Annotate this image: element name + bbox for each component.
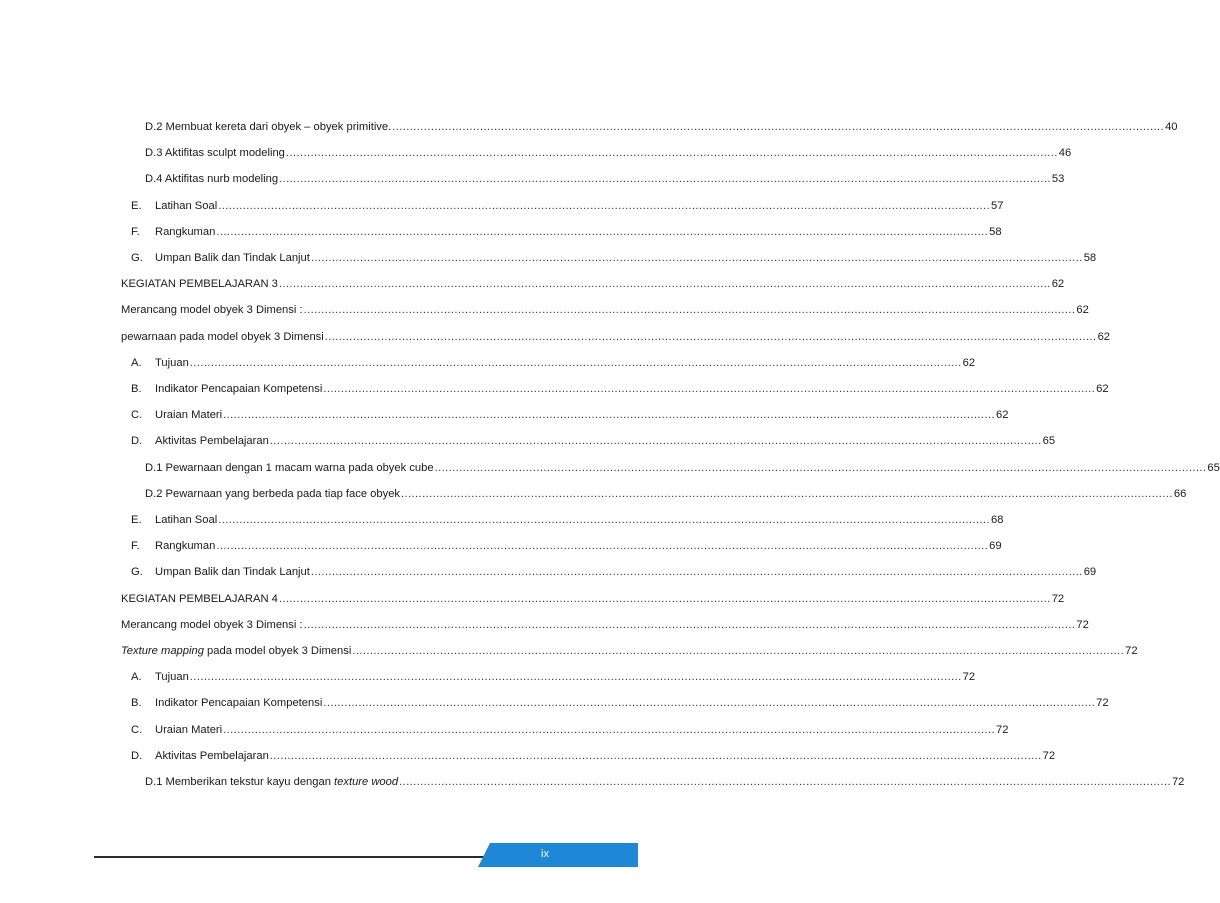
toc-entry-text-part: Latihan Soal bbox=[155, 199, 218, 212]
toc-entry-title bbox=[131, 382, 322, 396]
toc-entry-letter: C. bbox=[131, 723, 143, 736]
toc-entry-letter: G. bbox=[131, 252, 143, 264]
toc-entry-text-part: D.1 Memberikan tekstur kayu dengan bbox=[145, 776, 335, 788]
toc-entry-text-part: Tujuan bbox=[155, 356, 189, 369]
toc-entry[interactable] bbox=[131, 668, 976, 684]
toc-page-number: 62 bbox=[1097, 330, 1111, 343]
toc-entry[interactable] bbox=[121, 590, 1065, 606]
toc-entry[interactable] bbox=[145, 170, 1065, 186]
toc-entry[interactable] bbox=[131, 747, 1056, 763]
toc-entry[interactable] bbox=[131, 406, 1009, 422]
toc-entry-title bbox=[131, 696, 322, 710]
toc-entry[interactable] bbox=[131, 380, 1109, 396]
toc-dot-leader: ............................................................................................................................................................................................................................ bbox=[279, 173, 1051, 186]
toc-entry-text bbox=[155, 565, 310, 579]
toc-entry-text bbox=[155, 356, 189, 370]
toc-entry-letter: B. bbox=[131, 383, 142, 395]
toc-entry-title bbox=[131, 670, 189, 684]
toc-entry-title bbox=[121, 618, 303, 632]
toc-entry[interactable] bbox=[145, 118, 1178, 134]
toc-entry-title bbox=[145, 120, 391, 134]
toc-entry-text-part: D.2 Pewarnaan yang berbeda pada tiap face obyek bbox=[145, 487, 401, 500]
toc-page-number: 72 bbox=[1051, 592, 1065, 605]
toc-page-number: 62 bbox=[1096, 383, 1109, 395]
toc-entry-title bbox=[131, 565, 310, 579]
toc-entry-text bbox=[155, 749, 269, 763]
toc-page-number: 62 bbox=[1051, 278, 1065, 291]
toc-entry-title bbox=[145, 775, 398, 789]
toc-page-number: 62 bbox=[962, 356, 976, 369]
toc-entry-title bbox=[131, 434, 269, 448]
toc-entry-text bbox=[155, 225, 215, 239]
toc-page-number: 53 bbox=[1051, 173, 1065, 186]
toc-entry[interactable] bbox=[131, 694, 1109, 710]
toc-entry-title bbox=[121, 277, 278, 291]
toc-entry[interactable] bbox=[121, 642, 1138, 658]
toc-entry-text-part: Uraian Materi bbox=[155, 723, 223, 736]
toc-dot-leader: ............................................................................................................................................................................................................................ bbox=[278, 278, 1051, 291]
toc-entry-text bbox=[121, 303, 303, 317]
toc-entry[interactable] bbox=[145, 485, 1187, 501]
toc-entry-title bbox=[121, 644, 351, 658]
toc-page-number: 57 bbox=[991, 199, 1004, 212]
footer-page-tab bbox=[478, 843, 638, 867]
toc-entry-letter: C. bbox=[131, 409, 143, 422]
toc-entry[interactable] bbox=[145, 144, 1072, 160]
toc-page-number: 72 bbox=[1096, 697, 1109, 710]
toc-entry-text-part: D.1 Pewarnaan dengan 1 macam warna pada obyek cube bbox=[145, 461, 434, 474]
toc-entry-letter: B. bbox=[131, 697, 142, 710]
toc-entry-letter: D. bbox=[131, 749, 143, 762]
toc-page-number: 62 bbox=[1076, 304, 1089, 317]
toc-entry-letter: D. bbox=[131, 435, 143, 448]
toc-page-number: 72 bbox=[962, 671, 976, 684]
toc-dot-leader: ............................................................................................................................................................................................................................ bbox=[216, 540, 989, 553]
toc-entry[interactable] bbox=[121, 301, 1089, 317]
toc-entry-text bbox=[155, 696, 322, 710]
toc-dot-leader: ............................................................................................................................................................................................................................ bbox=[323, 697, 1096, 710]
toc-entry-text bbox=[155, 670, 189, 684]
toc-entry[interactable] bbox=[131, 537, 1002, 553]
toc-dot-leader: ............................................................................................................................................................................................................................ bbox=[303, 618, 1076, 631]
toc-entry-letter: A. bbox=[131, 356, 142, 369]
toc-entry-text-italic: texture wood bbox=[334, 776, 399, 788]
toc-entry-title bbox=[131, 408, 222, 422]
toc-page-number: 65 bbox=[1207, 461, 1220, 474]
toc-entry-text-part: Aktivitas Pembelajaran bbox=[155, 749, 269, 762]
toc-entry-text bbox=[145, 461, 434, 475]
toc-dot-leader: ............................................................................................................................................................................................................................ bbox=[223, 723, 995, 736]
toc-entry-text-part: Rangkuman bbox=[155, 225, 216, 238]
toc-entry[interactable] bbox=[131, 223, 1002, 239]
toc-entry-title bbox=[131, 225, 215, 239]
toc-entry-text-part: D.3 Aktifitas sculpt modeling bbox=[145, 147, 285, 160]
toc-entry-text-part: Uraian Materi bbox=[155, 409, 223, 422]
toc-entry-text bbox=[145, 487, 400, 501]
toc-entry-text-part: Rangkuman bbox=[155, 540, 216, 553]
toc-entry[interactable] bbox=[131, 354, 976, 370]
toc-entry-text bbox=[121, 330, 324, 344]
toc-page-number: 62 bbox=[995, 409, 1009, 422]
toc-entry-text bbox=[155, 513, 217, 527]
toc-entry-text bbox=[145, 146, 285, 160]
toc-entry-text-part: Merancang model obyek 3 Dimensi : bbox=[121, 304, 303, 317]
toc-entry-letter: E. bbox=[131, 514, 142, 526]
toc-entry-text bbox=[155, 199, 217, 213]
toc-dot-leader: ............................................................................................................................................................................................................................ bbox=[278, 592, 1051, 605]
toc-entry-text bbox=[155, 539, 215, 553]
toc-entry-letter: A. bbox=[131, 671, 142, 684]
toc-entry-text-part: Indikator Pencapaian Kompetensi bbox=[155, 383, 323, 395]
toc-entry-text bbox=[121, 644, 351, 658]
toc-dot-leader: ............................................................................................................................................................................................................................ bbox=[269, 435, 1042, 448]
toc-entry-text bbox=[145, 172, 278, 186]
toc-page-number: 46 bbox=[1058, 147, 1072, 160]
toc-entry-title bbox=[131, 749, 269, 763]
toc-entry-title bbox=[121, 592, 278, 606]
toc-entry-title bbox=[145, 487, 400, 501]
footer-rule bbox=[94, 856, 484, 858]
toc-page-number: 40 bbox=[1165, 121, 1178, 133]
toc-entry-title bbox=[121, 330, 324, 344]
toc-page-number: 72 bbox=[1125, 645, 1138, 657]
page-number: ix bbox=[541, 848, 549, 860]
toc-entry-text bbox=[121, 277, 278, 291]
toc-entry-text-part: Umpan Balik dan Tindak Lanjut bbox=[155, 566, 310, 579]
toc-entry-text-part: Latihan Soal bbox=[155, 514, 218, 526]
toc-dot-leader: ............................................................................................................................................................................................................................ bbox=[323, 383, 1096, 395]
toc-entry-text-part: Tujuan bbox=[155, 671, 189, 684]
toc-entry-letter: F. bbox=[131, 225, 140, 238]
toc-page-number: 72 bbox=[1042, 749, 1056, 762]
toc-dot-leader: ............................................................................................................................................................................................................................ bbox=[189, 356, 962, 369]
toc-entry-text-part: KEGIATAN PEMBELAJARAN 4 bbox=[121, 592, 278, 605]
toc-dot-leader: ............................................................................................................................................................................................................................ bbox=[218, 514, 991, 526]
toc-entry-text bbox=[145, 120, 391, 134]
toc-entry[interactable] bbox=[131, 249, 1097, 265]
toc-entry[interactable] bbox=[121, 328, 1111, 344]
toc-entry-text bbox=[155, 251, 310, 265]
toc-entry-text-part: Umpan Balik dan Tindak Lanjut bbox=[155, 252, 310, 264]
toc-entry[interactable] bbox=[131, 197, 1004, 213]
toc-dot-leader: ............................................................................................................................................................................................................................ bbox=[310, 252, 1083, 264]
toc-page-number: 69 bbox=[1083, 566, 1097, 579]
toc-dot-leader: ............................................................................................................................................................................................................................ bbox=[285, 147, 1058, 160]
toc-page-number: 65 bbox=[1042, 435, 1056, 448]
toc-entry-text bbox=[155, 723, 222, 737]
toc-entry-title bbox=[145, 461, 434, 475]
toc-entry-text bbox=[121, 592, 278, 606]
toc-entry-text-part: D.2 Membuat kereta dari obyek – obyek primitive. bbox=[145, 121, 392, 133]
toc-entry-letter: G. bbox=[131, 566, 143, 579]
toc-dot-leader: ............................................................................................................................................................................................................................ bbox=[324, 330, 1097, 343]
toc-page-number: 58 bbox=[1083, 252, 1097, 264]
toc-entry[interactable] bbox=[145, 459, 1220, 475]
toc-entry-title bbox=[121, 303, 303, 317]
toc-page-number: 72 bbox=[1076, 618, 1089, 631]
toc-entry-text-part: Merancang model obyek 3 Dimensi : bbox=[121, 618, 303, 631]
toc-dot-leader: ............................................................................................................................................................................................................................ bbox=[269, 749, 1042, 762]
toc-entry-title bbox=[131, 356, 189, 370]
toc-dot-leader: ............................................................................................................................................................................................................................ bbox=[310, 566, 1083, 579]
toc-entry-text bbox=[155, 408, 222, 422]
toc-entry-letter: F. bbox=[131, 540, 140, 553]
toc-dot-leader: ............................................................................................................................................................................................................................ bbox=[399, 776, 1171, 788]
toc-entry-title bbox=[145, 146, 285, 160]
toc-entry-title bbox=[131, 539, 215, 553]
toc-entry[interactable] bbox=[131, 511, 1004, 527]
toc-entry[interactable] bbox=[131, 563, 1097, 579]
toc-dot-leader: ............................................................................................................................................................................................................................ bbox=[223, 409, 995, 422]
toc-entry-letter: E. bbox=[131, 199, 142, 212]
toc-entry[interactable] bbox=[145, 773, 1185, 789]
toc-dot-leader: ............................................................................................................................................................................................................................ bbox=[392, 121, 1165, 133]
toc-page-number: 66 bbox=[1173, 487, 1187, 500]
toc-entry-text-part: pewarnaan pada model obyek 3 Dimensi bbox=[121, 330, 324, 343]
toc-entry-text-part: Aktivitas Pembelajaran bbox=[155, 435, 269, 448]
toc-dot-leader: ............................................................................................................................................................................................................................ bbox=[434, 461, 1207, 474]
toc-entry[interactable] bbox=[131, 432, 1056, 448]
toc-page-number: 68 bbox=[991, 514, 1004, 526]
toc-entry-title bbox=[131, 723, 222, 737]
toc-entry-text-italic: Texture mapping bbox=[121, 645, 204, 657]
toc-dot-leader: ............................................................................................................................................................................................................................ bbox=[303, 304, 1076, 317]
toc-entry[interactable] bbox=[121, 616, 1089, 632]
toc-dot-leader: ............................................................................................................................................................................................................................ bbox=[216, 225, 989, 238]
toc-entry-title bbox=[145, 172, 278, 186]
toc-entry-text bbox=[155, 382, 322, 396]
toc-entry-text bbox=[121, 618, 303, 632]
toc-entry-text-part: KEGIATAN PEMBELAJARAN 3 bbox=[121, 278, 278, 291]
toc-page-number: 72 bbox=[995, 723, 1009, 736]
toc-entry-title bbox=[131, 199, 217, 213]
toc-entry[interactable] bbox=[121, 275, 1065, 291]
toc-page-number: 72 bbox=[1171, 776, 1185, 788]
toc-entry-text bbox=[155, 434, 269, 448]
toc-dot-leader: ............................................................................................................................................................................................................................ bbox=[218, 199, 991, 212]
toc-dot-leader: ............................................................................................................................................................................................................................ bbox=[189, 671, 962, 684]
toc-dot-leader: ............................................................................................................................................................................................................................ bbox=[401, 487, 1173, 500]
toc-entry-text bbox=[145, 775, 398, 789]
toc-entry-text-part: Indikator Pencapaian Kompetensi bbox=[155, 697, 323, 710]
toc-dot-leader: ............................................................................................................................................................................................................................ bbox=[352, 645, 1125, 657]
toc-entry-text-part: pada model obyek 3 Dimensi bbox=[203, 645, 352, 657]
toc-entry[interactable] bbox=[131, 721, 1009, 737]
toc-entry-title bbox=[131, 513, 217, 527]
toc-page-number: 69 bbox=[989, 540, 1002, 553]
toc-page-number: 58 bbox=[989, 225, 1002, 238]
toc-entry-title bbox=[131, 251, 310, 265]
toc-entry-text-part: D.4 Aktifitas nurb modeling bbox=[145, 173, 279, 186]
